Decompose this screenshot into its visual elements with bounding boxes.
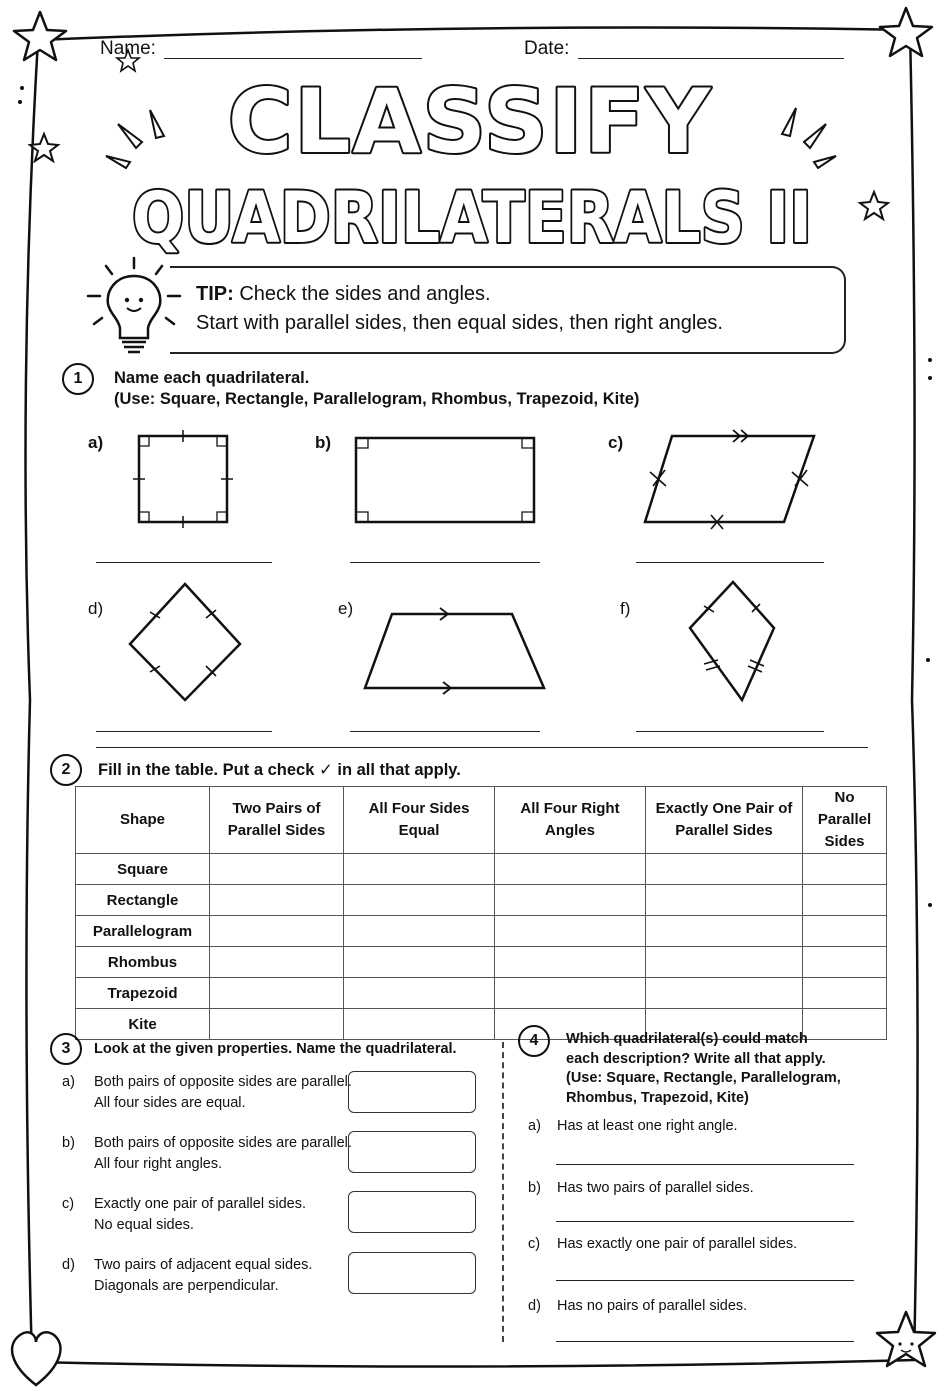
q1-instructions: Name each quadrilateral. (Use: Square, Rectangle, Parallelogram, Rhombus, Trapezoid, Kite) — [114, 369, 640, 408]
item-letter: b) — [62, 1135, 75, 1151]
q3-item-a: Both pairs of opposite sides are parallel. All four sides are equal. — [94, 1074, 352, 1111]
check-cell[interactable] — [803, 854, 887, 885]
answer-box[interactable] — [348, 1252, 476, 1294]
question-number: 4 — [518, 1025, 550, 1057]
properties-table — [75, 786, 887, 1040]
q3-item-c: Exactly one pair of parallel sides. No equal sides. — [94, 1196, 306, 1233]
q4-item-d: Has no pairs of parallel sides. — [557, 1298, 748, 1314]
table-header: All Four Sides Equal — [344, 787, 495, 854]
smiling-star-icon — [877, 1312, 935, 1366]
shape-label: d) — [88, 599, 104, 618]
title-line-1: CLASSIFY — [227, 70, 713, 173]
answer-line[interactable] — [96, 562, 272, 563]
section-divider — [96, 747, 868, 748]
item-letter: a) — [62, 1074, 75, 1090]
worksheet-title — [0, 0, 944, 260]
answer-line[interactable] — [556, 1164, 854, 1165]
table-header: Shape — [76, 787, 210, 854]
check-cell[interactable] — [646, 916, 803, 947]
answer-line[interactable] — [556, 1221, 854, 1222]
check-cell[interactable] — [646, 947, 803, 978]
table-header: Exactly One Pair of Parallel Sides — [646, 787, 803, 854]
item-letter: c) — [528, 1236, 541, 1252]
kite-figure — [690, 582, 774, 700]
item-letter: c) — [62, 1196, 75, 1212]
q3-instructions: Look at the given properties. Name the quadrilateral. — [94, 1041, 457, 1057]
row-label: Rectangle — [76, 885, 210, 916]
question-number: 1 — [62, 363, 94, 395]
square-figure — [133, 430, 233, 528]
check-cell[interactable] — [803, 916, 887, 947]
check-cell[interactable] — [495, 916, 646, 947]
shape-label: b) — [315, 433, 332, 452]
title-line-2: QUADRILATERALS II — [132, 177, 812, 259]
item-letter: a) — [528, 1118, 541, 1134]
check-cell[interactable] — [803, 978, 887, 1009]
shape-label: a) — [88, 433, 104, 452]
shape-label: c) — [608, 433, 624, 452]
check-cell[interactable] — [646, 978, 803, 1009]
answer-line[interactable] — [350, 562, 540, 563]
table-row — [76, 978, 887, 1009]
check-cell[interactable] — [210, 947, 344, 978]
check-cell[interactable] — [495, 978, 646, 1009]
table-row — [76, 885, 887, 916]
trapezoid-figure — [365, 608, 544, 694]
answer-box[interactable] — [348, 1071, 476, 1113]
parallelogram-figure — [645, 430, 814, 529]
tip-line-2: Start with parallel sides, then equal sides, then right angles. — [196, 312, 723, 334]
check-cell[interactable] — [210, 978, 344, 1009]
q2-instructions: Fill in the table. Put a check ✓ in all that apply. — [98, 761, 461, 779]
q3-item-b: Both pairs of opposite sides are parallel. All four right angles. — [94, 1135, 352, 1172]
check-cell[interactable] — [210, 1009, 344, 1040]
answer-box[interactable] — [348, 1131, 476, 1173]
table-row — [76, 854, 887, 885]
check-cell[interactable] — [646, 854, 803, 885]
q4-item-b: Has two pairs of parallel sides. — [557, 1180, 754, 1196]
answer-box[interactable] — [348, 1191, 476, 1233]
check-cell[interactable] — [210, 916, 344, 947]
row-label: Rhombus — [76, 947, 210, 978]
shape-label: e) — [338, 599, 354, 618]
lightbulb-icon — [84, 254, 184, 364]
table-header: Two Pairs of Parallel Sides — [210, 787, 344, 854]
quadrilateral-figures — [0, 420, 944, 740]
check-cell[interactable] — [344, 947, 495, 978]
answer-line[interactable] — [96, 731, 272, 732]
item-letter: d) — [528, 1298, 541, 1314]
check-cell[interactable] — [495, 885, 646, 916]
check-cell[interactable] — [803, 947, 887, 978]
check-cell[interactable] — [344, 854, 495, 885]
check-cell[interactable] — [210, 885, 344, 916]
tip-line-1: Check the sides and angles. — [239, 283, 491, 305]
table-header: No Parallel Sides — [803, 787, 887, 854]
item-letter: b) — [528, 1180, 541, 1196]
answer-line[interactable] — [556, 1341, 854, 1342]
heart-icon — [12, 1332, 60, 1385]
check-cell[interactable] — [344, 978, 495, 1009]
answer-line[interactable] — [636, 562, 824, 563]
answer-line[interactable] — [350, 731, 540, 732]
row-label: Trapezoid — [76, 978, 210, 1009]
q4-item-a: Has at least one right angle. — [557, 1118, 738, 1134]
q3-item-d: Two pairs of adjacent equal sides. Diagonals are perpendicular. — [94, 1257, 313, 1294]
check-cell[interactable] — [495, 947, 646, 978]
check-cell[interactable] — [495, 854, 646, 885]
item-letter: d) — [62, 1257, 75, 1273]
answer-line[interactable] — [556, 1280, 854, 1281]
check-cell[interactable] — [344, 1009, 495, 1040]
row-label: Square — [76, 854, 210, 885]
answer-line[interactable] — [636, 731, 824, 732]
rhombus-figure — [130, 584, 240, 700]
shape-label: f) — [620, 599, 631, 618]
table-row — [76, 916, 887, 947]
date-label: Date: — [524, 38, 570, 59]
tip-label: TIP: — [196, 283, 234, 305]
table-row — [76, 947, 887, 978]
check-cell[interactable] — [803, 885, 887, 916]
check-cell[interactable] — [344, 916, 495, 947]
check-cell[interactable] — [344, 885, 495, 916]
question-number: 2 — [50, 754, 82, 786]
check-cell[interactable] — [646, 885, 803, 916]
question-number: 3 — [50, 1033, 82, 1065]
column-divider — [502, 1042, 504, 1342]
q4-item-c: Has exactly one pair of parallel sides. — [557, 1236, 798, 1252]
name-label: Name: — [100, 38, 156, 59]
check-cell[interactable] — [210, 854, 344, 885]
row-label: Kite — [76, 1009, 210, 1040]
tip-text — [196, 280, 723, 338]
row-label: Parallelogram — [76, 916, 210, 947]
rectangle-figure — [356, 438, 534, 522]
q4-instructions: Which quadrilateral(s) could match each description? Write all that apply. (Use: Square, Rectangle, Parallelogram, Rhombus, Trapezoid, Kite) — [566, 1031, 841, 1106]
table-header: All Four Right Angles — [495, 787, 646, 854]
